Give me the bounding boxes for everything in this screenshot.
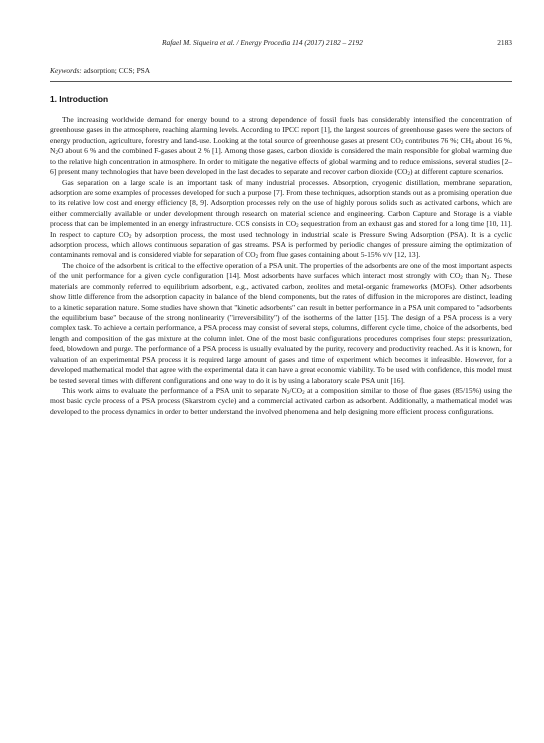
paragraph-1: The increasing worldwide demand for energy bound to a strong dependence of fossil fuels has considerably intensified the concentration of greenhouse gases in the atmosphere, reaching alarming levels. According to IPCC report [1], the largest sources of greenhouse gases were the sectors of energy production, agriculture, forestry and land-use. Looking at the total source of greenhouse gases at present $CO_2$ contributes 76 %; $CH_4$ about 16 %, $N_2O$ about 6 % and the combined F-gases about 2 % [1]. Among those gases, carbon dioxide is considered the main responsible for global warming due to the relative high concentration in atmosphere. In order to mitigate the negative effects of global warming and to reduce emissions, several studies [2–6] present many technologies that have been developed in the last decades to separate and recover carbon dioxide $(CO_2)$ at different capture scenarios. xyxy=(50,115,512,178)
paragraph-2: Gas separation on a large scale is an important task of many industrial processes. Absorption, cryogenic distillation, membrane separation, adsorption are some examples of processes developed for such a purpose [7]. From these techniques, adsorption stands out as a promising operation due to its relative low cost and energy efficiency [8, 9]. Adsorption processes rely on the use of highly porous solids such as activated carbons, which are either commercially available or under development through research on material science and engineering. Carbon Capture and Storage is a viable process that can be implemented in an energy infrastructure. CCS consists in $CO_2$ sequestration from an exhaust gas and stored for a long time [10, 11]. In respect to capture $CO_2$ by adsorption process, the most used technology in industrial scale is Pressure Swing Adsorption (PSA). It is a cyclic adsorption process, which allows continuous separation of gas streams. PSA is performed by periodic changes of pressure aiming the optimization of contaminants removal and is considered viable for separation of $CO_2$ from flue gases containing about 5-15% v/v [12, 13]. xyxy=(50,177,512,261)
paragraph-4: This work aims to evaluate the performance of a PSA unit to separate $N_2/CO_2$ at a composition similar to those of flue gases (85/15%) using the most basic cycle process of a PSA process (Skarstrom cycle) and a commercial activated carbon as adsorbent. Additionally, a mathematical model was developed to the process dynamics in order to better understand the involved phenomena and help designing more efficient process configurations. xyxy=(50,385,512,416)
keywords-label: Keywords: xyxy=(50,66,82,75)
keywords-value: adsorption; CCS; PSA xyxy=(81,66,151,75)
page-number: 2183 xyxy=(497,38,512,47)
journal-citation: Rafael M. Siqueira et al. / Energy Procedia 114 (2017) 2182 – 2192 xyxy=(162,38,363,47)
paragraph-3: The choice of the adsorbent is critical to the effective operation of a PSA unit. The properties of the adsorbents are one of the most important aspects of the unit performance for a given cycle configuration [14]. Most adsorbents have surfaces which interact most strongly with $CO_2$ than $N_2$. These materials are commonly referred to equilibrium adsorbent, e.g., activated carbon, zeolites and metal-organic frameworks (MOFs). Other adsorbents show little difference from the adsorption capacity in balance of the blend components, but the rates of diffusion in the micropores are distinct, leading to a kinetic separation nature. Some studies have shown that "kinetic adsorbents" can result in better performance in a PSA unit compared to "adsorbents the equilibrium base" because of the strong nonlinearity ("irreversibility") of the isotherms of the latter [15]. The design of a PSA process is a very complex task. To achieve a certain performance, a PSA process may consist of several steps, columns, different cycle time, choice of the adsorbents, bed length and composition of the gas mixture at the column inlet. One of the most basic configurations procedures comprises four steps: pressurization, feed, blowdown and purge. The performance of a PSA process is usually evaluated by the purity, recovery and productivity reached. As it is known, for valuation of an experimental PSA process it is required large amount of gases and time of experiment which becomes it infeasible. However, for a developed mathematical model that agree with the experimental data it can have a great economic viability. To be used with confidence, this model must be tested several times with different configurations and one way to do it is by using a laboratory scale PSA unit [16]. xyxy=(50,260,512,385)
section-heading: 1. Introduction xyxy=(50,94,109,104)
running-header xyxy=(50,37,512,49)
introduction-body xyxy=(50,115,512,417)
keywords-line xyxy=(50,66,150,76)
section-divider xyxy=(50,81,512,82)
